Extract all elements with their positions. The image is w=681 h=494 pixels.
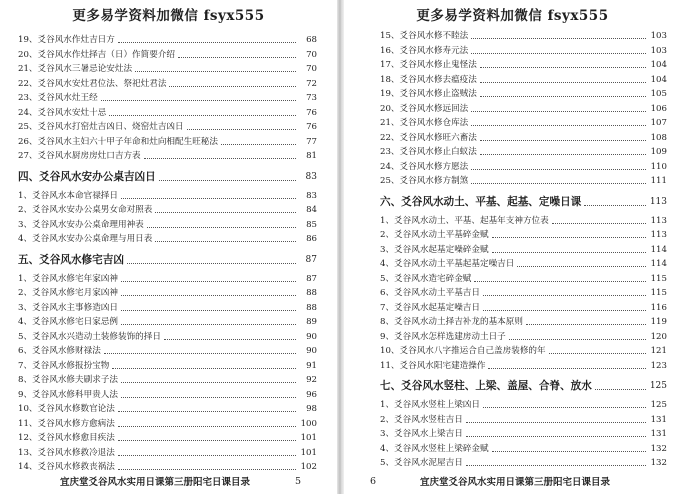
dot-leader	[480, 140, 646, 141]
dot-leader	[112, 368, 296, 369]
toc-entry	[380, 57, 667, 71]
toc-entry-title: 9、爻谷风水怎样选建房动土日子	[380, 331, 506, 342]
dot-leader	[552, 223, 646, 224]
toc-entry-title: 3、爻谷风水起基定噪碎金赋	[380, 244, 489, 255]
toc-entry-title: 9、爻谷风水修科甲贵人法	[18, 389, 118, 400]
toc-entry-title: 4、爻谷风水竖柱上梁碎金赋	[380, 443, 489, 454]
toc-entry	[380, 144, 667, 158]
toc-entry	[18, 343, 317, 357]
toc-entry-page: 101	[300, 447, 317, 458]
toc-entry-page: 85	[306, 219, 317, 230]
dot-leader	[159, 180, 296, 181]
toc-entry-page: 115	[650, 288, 667, 298]
toc-entry-page: 132	[650, 443, 667, 454]
footer-title: 宜庆堂爻谷风水实用日课第三册阳宅日课目录	[420, 477, 611, 488]
toc-entry-title: 7、爻谷风水起基定噪吉日	[380, 302, 480, 313]
dot-leader	[121, 198, 296, 199]
toc-entry-page: 105	[650, 89, 667, 99]
dot-leader	[118, 42, 296, 43]
toc-entry-page: 109	[650, 147, 667, 157]
toc-entry-title: 18、爻谷风水修去瘟疫法	[380, 74, 477, 85]
toc-entry	[380, 397, 667, 411]
toc-entry-title: 六、爻谷风水动土、平基、起基、定噪日课	[380, 195, 582, 208]
book-gutter	[337, 0, 344, 494]
toc-entry-title: 25、爻谷风水打窑灶吉凶日、烧窑灶吉凶日	[18, 122, 184, 132]
dot-leader	[135, 71, 296, 72]
toc-entry	[380, 256, 667, 270]
dot-leader	[121, 310, 296, 311]
page-number: 6	[370, 476, 377, 487]
toc-entry-page: 98	[306, 404, 317, 414]
toc-entry-title: 25、爻谷风水修方制煞	[380, 176, 469, 186]
toc-entry	[380, 329, 667, 343]
toc-entry-page: 125	[649, 381, 667, 391]
toc-section-heading	[380, 377, 667, 393]
toc-entry-page: 101	[300, 433, 317, 443]
toc-entry	[18, 217, 317, 231]
footer-title: 宜庆堂爻谷风水实用日课第三册阳宅日课目录	[60, 477, 251, 488]
toc-entry-page: 89	[306, 317, 317, 327]
toc-entry	[380, 213, 667, 227]
dot-leader	[104, 353, 296, 354]
toc-entry-title: 2、爻谷风水修宅月家凶神	[18, 288, 118, 298]
toc-entry-title: 14、爻谷风水修救丧祸法	[18, 462, 115, 472]
toc-entry	[18, 47, 317, 61]
toc-entry-page: 116	[650, 302, 667, 313]
toc-entry-page: 106	[650, 103, 667, 114]
toc-entry-page: 70	[306, 64, 317, 74]
toc-entry-title: 20、爻谷风水修远回法	[380, 103, 469, 114]
toc-entry-title: 1、爻谷风水本命官禄择日	[18, 190, 118, 201]
toc-entry-page: 104	[650, 74, 667, 85]
toc-entry-page: 88	[306, 288, 317, 298]
toc-entry-title: 2、爻谷风水安办公桌男女命对照表	[18, 205, 153, 215]
toc-entry-title: 22、爻谷风水安灶君位法、祭祀灶君法	[18, 78, 167, 89]
toc-entry-title: 2、爻谷风水竖柱吉日	[380, 414, 463, 425]
toc-entry	[18, 105, 317, 119]
toc-entry	[380, 358, 667, 372]
dot-leader	[155, 241, 296, 242]
dot-leader	[483, 295, 646, 296]
toc-entry-title: 4、爻谷风水动土平基起基定噪吉日	[380, 259, 515, 269]
toc-section-heading	[18, 251, 317, 267]
dot-leader	[466, 436, 646, 437]
toc-entry	[380, 43, 667, 57]
toc-entry	[18, 329, 317, 343]
toc-entry	[18, 387, 317, 401]
toc-entry-page: 81	[306, 151, 317, 161]
toc-entry-page: 87	[305, 254, 317, 265]
dot-leader	[178, 57, 296, 58]
dot-leader	[121, 382, 296, 383]
toc-entry	[18, 445, 317, 459]
dot-leader	[492, 237, 646, 238]
toc-entry	[18, 416, 317, 430]
toc-entry-title: 27、爻谷风水厨房房灶口吉方表	[18, 151, 141, 161]
toc-entry-page: 83	[305, 171, 317, 182]
toc-entry-page: 107	[650, 118, 667, 128]
toc-entry	[18, 358, 317, 372]
toc-entry-page: 96	[306, 389, 317, 400]
dot-leader	[109, 115, 296, 116]
dot-leader	[121, 324, 296, 325]
toc-entry-title: 19、爻谷风水作灶吉日方	[18, 35, 115, 45]
toc-entry-page: 125	[650, 400, 667, 410]
toc-entry	[18, 119, 317, 133]
left-page	[0, 0, 337, 494]
dot-leader	[595, 389, 646, 390]
toc-entry-title: 12、爻谷风水修愈目疾法	[18, 433, 115, 443]
toc-entry-page: 92	[306, 375, 317, 385]
toc-entry-title: 24、爻谷风水修方愿法	[380, 161, 469, 172]
toc-entry-page: 104	[650, 60, 667, 70]
toc-entry-page: 68	[306, 35, 317, 45]
dot-leader	[549, 353, 646, 354]
toc-entry-page: 90	[306, 331, 317, 342]
toc-entry	[18, 202, 317, 216]
toc-entry-title: 1、爻谷风水修宅年家凶神	[18, 273, 118, 284]
dot-leader	[526, 324, 646, 325]
toc-entry	[380, 314, 667, 328]
toc-entry-page: 131	[650, 414, 667, 425]
dot-leader	[121, 281, 296, 282]
dot-leader	[474, 281, 646, 282]
toc-entry	[380, 159, 667, 173]
toc-entry-page: 110	[650, 161, 667, 172]
dot-leader	[483, 407, 646, 408]
toc-entry-title: 2、爻谷风水动土平基碎金赋	[380, 230, 489, 240]
toc-entry-page: 76	[306, 122, 317, 132]
dot-leader	[221, 144, 296, 145]
toc-entry-page: 72	[306, 78, 317, 89]
toc-entry	[18, 314, 317, 328]
toc-entry	[18, 32, 317, 46]
dot-leader	[164, 339, 296, 340]
dot-leader	[169, 86, 296, 87]
toc-entry-page: 114	[650, 244, 667, 255]
dot-leader	[466, 422, 646, 423]
dot-leader	[466, 465, 646, 466]
toc-entry	[380, 300, 667, 314]
toc-entry-title: 11、爻谷风水阳宅建造操作	[380, 360, 486, 371]
toc-entry-title: 10、爻谷风水八字推运合自己盖房装修的年	[380, 346, 546, 356]
page-header: 更多易学资料加微信 fsyx555	[72, 8, 265, 24]
dot-leader	[118, 469, 296, 470]
toc-entry	[380, 285, 667, 299]
dot-leader	[101, 100, 296, 101]
toc-entry-page: 88	[306, 302, 317, 313]
right-page	[344, 0, 681, 494]
toc-entry-title: 5、爻谷风水兴造动土装修装饰的择日	[18, 331, 161, 342]
toc-entry-title: 16、爻谷风水修寿元法	[380, 45, 469, 56]
toc-entry	[18, 285, 317, 299]
toc-entry-page: 73	[306, 93, 317, 103]
toc-entry	[380, 173, 667, 187]
toc-entry-page: 102	[300, 462, 317, 472]
page-header: 更多易学资料加微信 fsyx555	[416, 8, 609, 24]
toc-entry-title: 19、爻谷风水修止盗贼法	[380, 89, 477, 99]
toc-entry-title: 10、爻谷风水修数官论法	[18, 404, 115, 414]
toc-entry-page: 70	[306, 49, 317, 60]
toc-entry-page: 114	[650, 259, 667, 269]
toc-entry-title: 五、爻谷风水修宅吉凶	[18, 253, 124, 266]
toc-entry	[18, 300, 317, 314]
toc-entry	[380, 86, 667, 100]
toc-entry-page: 77	[306, 136, 317, 147]
toc-entry-page: 132	[650, 458, 667, 468]
dot-leader	[118, 455, 296, 456]
dot-leader	[118, 426, 296, 427]
toc-entry-page: 84	[306, 205, 317, 215]
toc-entry-page: 90	[306, 346, 317, 356]
toc-entry	[18, 134, 317, 148]
dot-leader	[118, 411, 296, 412]
toc-entry-title: 13、爻谷风水修救冷退法	[18, 447, 115, 458]
dot-leader	[480, 96, 646, 97]
toc-entry	[380, 28, 667, 42]
toc-entry	[380, 455, 667, 469]
toc-entry-title: 26、爻谷风水主妇六十甲子年命和灶向相配生旺秘法	[18, 136, 218, 147]
toc-entry-title: 7、爻谷风水修报扮宝物	[18, 360, 110, 371]
toc-entry-title: 22、爻谷风水修旺六畜法	[380, 132, 477, 143]
toc-entry-page: 121	[650, 346, 667, 356]
dot-leader	[483, 310, 646, 311]
dot-leader	[471, 125, 646, 126]
toc-entry	[18, 76, 317, 90]
toc-entry	[18, 372, 317, 386]
toc-entry	[18, 401, 317, 415]
toc-entry	[380, 227, 667, 241]
dot-leader	[471, 53, 646, 54]
toc-entry-page: 83	[306, 190, 317, 201]
toc-entry-page: 86	[306, 234, 317, 244]
toc-entry-page: 103	[650, 45, 667, 56]
toc-entry-page: 76	[306, 107, 317, 118]
toc-entry	[18, 430, 317, 444]
toc-entry	[380, 412, 667, 426]
dot-leader	[121, 295, 296, 296]
dot-leader	[492, 451, 646, 452]
toc-entry-page: 119	[650, 317, 667, 327]
toc-entry-title: 20、爻谷风水作灶择吉（日）作简要介绍	[18, 49, 176, 60]
toc-entry-title: 5、爻谷风水造宅碎金赋	[380, 273, 472, 284]
toc-entry-title: 七、爻谷风水竖柱、上梁、盖屋、合脊、放水	[380, 380, 592, 392]
toc-entry-page: 113	[650, 215, 667, 226]
dot-leader	[488, 368, 646, 369]
toc-entry-title: 3、爻谷风水主事修造凶日	[18, 302, 118, 313]
toc-entry-title: 11、爻谷风水修方愈病法	[18, 418, 115, 429]
toc-entry-page: 103	[650, 31, 667, 41]
dot-leader	[509, 339, 646, 340]
toc-section-heading	[380, 193, 667, 209]
toc-entry-title: 21、爻谷风水修仓库法	[380, 118, 469, 128]
toc-entry	[18, 61, 317, 75]
toc-entry-title: 24、爻谷风水安灶十忌	[18, 107, 107, 118]
toc-entry-title: 8、爻谷风水修夫刷求子法	[18, 375, 118, 385]
toc-entry	[18, 148, 317, 162]
dot-leader	[471, 183, 646, 184]
toc-entry-title: 6、爻谷风水动土平基吉日	[380, 288, 480, 298]
dot-leader	[144, 158, 296, 159]
toc-entry-page: 131	[650, 429, 667, 439]
toc-entry-title: 23、爻谷风水灶王经	[18, 93, 98, 103]
toc-entry	[380, 343, 667, 357]
toc-entry-page: 91	[306, 360, 317, 371]
toc-entry	[380, 441, 667, 455]
toc-entry-page: 113	[650, 230, 667, 240]
toc-entry	[380, 115, 667, 129]
dot-leader	[492, 252, 646, 253]
toc-entry-title: 4、爻谷风水修宅日家忌例	[18, 317, 118, 327]
toc-entry	[18, 271, 317, 285]
toc-entry-title: 1、爻谷风水动土、平基、起基年支神方位表	[380, 215, 549, 226]
dot-leader	[480, 154, 646, 155]
toc-entry	[380, 426, 667, 440]
toc-entry-page: 108	[650, 132, 667, 143]
toc-entry	[380, 242, 667, 256]
toc-entry-page: 87	[306, 273, 317, 284]
dot-leader	[471, 111, 646, 112]
toc-entry-title: 1、爻谷风水竖柱上梁凶日	[380, 400, 480, 410]
dot-leader	[121, 397, 296, 398]
toc-entry-title: 17、爻谷风水修止鬼怪法	[380, 60, 477, 70]
toc-entry-title: 3、爻谷风水安办公桌命理用神表	[18, 219, 144, 230]
toc-entry-title: 3、爻谷风水上梁吉日	[380, 429, 463, 439]
toc-entry	[18, 231, 317, 245]
toc-entry-title: 5、爻谷风水泥屋吉日	[380, 458, 463, 468]
toc-entry	[18, 188, 317, 202]
dot-leader	[187, 129, 296, 130]
dot-leader	[471, 169, 646, 170]
toc-entry-page: 113	[649, 196, 667, 207]
toc-section-heading	[18, 168, 317, 184]
dot-leader	[118, 440, 296, 441]
toc-entry-title: 23、爻谷风水修止白蚁法	[380, 147, 477, 157]
toc-entry-title: 15、爻谷风水修不睦法	[380, 31, 469, 41]
toc-entry	[380, 271, 667, 285]
toc-entry-title: 4、爻谷风水安办公桌命理与用日表	[18, 234, 153, 244]
toc-entry	[380, 130, 667, 144]
toc-entry	[18, 459, 317, 473]
toc-entry-page: 123	[650, 360, 667, 371]
toc-entry-title: 8、爻谷风水动土择吉补龙的基本原则	[380, 317, 523, 327]
dot-leader	[480, 67, 646, 68]
toc-entry	[18, 90, 317, 104]
toc-entry-title: 21、爻谷风水三暑忌论安灶法	[18, 64, 133, 74]
dot-leader	[584, 205, 646, 206]
page-number: 5	[294, 476, 301, 487]
toc-entry-page: 120	[650, 331, 667, 342]
toc-entry-page: 115	[650, 273, 667, 284]
dot-leader	[127, 263, 296, 264]
dot-leader	[471, 38, 646, 39]
toc-entry-page: 100	[300, 418, 317, 429]
toc-entry	[380, 72, 667, 86]
toc-entry	[380, 101, 667, 115]
toc-entry-title: 四、爻谷风水安办公桌吉凶日	[18, 170, 156, 183]
dot-leader	[480, 82, 646, 83]
dot-leader	[155, 212, 296, 213]
toc-entry-title: 6、爻谷风水修财禄法	[18, 346, 101, 356]
toc-entry-page: 111	[650, 176, 667, 186]
dot-leader	[517, 266, 646, 267]
dot-leader	[147, 227, 296, 228]
